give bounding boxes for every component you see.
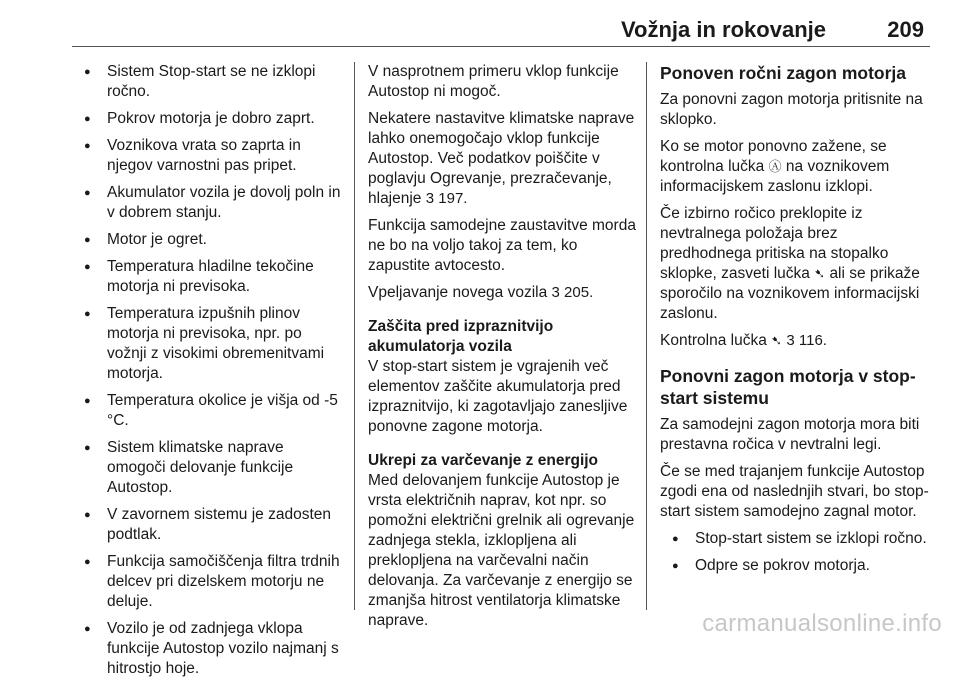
list-item: ● Vozilo je od zadnjega vklopa funkcije Autostop vozilo najmanj s hitrostjo hoje. [84,619,344,679]
subheading-energy-saving: Ukrepi za varčevanje z energijo [368,452,599,469]
paragraph-text: Vpeljavanje novega vozila [368,284,548,301]
paragraph-text: Če izbirno ročico preklopite iz nevtralnega položaja brez predhodnega pritiska na stopalko sklopke, zasveti lučka [660,205,889,282]
section-heading-auto-restart: Ponovni zagon motorja v stop-start sistemu [660,366,916,408]
restart-conditions-list [672,529,930,576]
list-item: ● Odpre se pokrov motorja. [672,556,930,576]
engine-lamp-icon: ➷ [814,266,826,281]
paragraph: Funkcija samodejne zaustavitve morda ne bo na voljo takoj za tem, ko zapustite avtocesto. [368,217,636,274]
paragraph: V stop-start sistem je vgrajenih več elementov zaščite akumulatorja pred izpraznitvijo, ki zagotavljajo zanesljive ponovne zagone motorja. [368,358,628,435]
paragraph [660,137,930,197]
paragraph [368,283,638,303]
page-reference-link[interactable]: 3 116. [786,332,827,349]
paragraph-text: Ko se motor ponovno zažene, se kontrolna lučka [660,138,887,175]
column-divider-2 [646,62,647,610]
condition-list [84,62,344,679]
list-item: ● Temperatura okolice je višja od -5 °C. [84,391,344,431]
paragraph [368,109,638,209]
column-2 [368,62,638,638]
column-3 [660,62,930,583]
page-reference-link[interactable]: 3 197. [425,190,468,207]
list-item: ● Temperatura hladilne tekočine motorja ni previsoka. [84,257,344,297]
page-number: 209 [887,17,924,42]
list-item: ● Funkcija samočiščenja filtra trdnih delcev pri dizelskem motorju ne deluje. [84,552,344,612]
section-heading-manual-restart: Ponoven ročni zagon motorja [660,63,906,83]
paragraph: Če se med trajanjem funkcije Autostop zgodi ena od naslednjih stvari, bo stop-start sistem samodejno zagnal motor. [660,463,929,520]
paragraph: Za samodejni zagon motorja mora biti prestavna ročica v nevtralni legi. [660,416,920,453]
paragraph [660,204,930,324]
list-item: ● Stop-start sistem se izklopi ročno. [672,529,930,549]
list-item: ● Sistem Stop-start se ne izklopi ročno. [84,62,344,102]
list-item: ● Pokrov motorja je dobro zaprt. [84,109,344,129]
paragraph: Za ponovni zagon motorja pritisnite na sklopko. [660,91,923,128]
list-item: ● Voznikova vrata so zaprta in njegov varnostni pas pripet. [84,136,344,176]
paragraph-text: na voznikovem informacijskem zaslonu izklopi. [660,158,890,195]
page-header [72,0,930,47]
watermark: carmanualsonline.info [702,610,942,637]
list-item: ● Akumulator vozila je dovolj poln in v dobrem stanju. [84,183,344,223]
subheading-battery-protection: Zaščita pred izpraznitvijo akumulatorja vozila [368,318,554,355]
paragraph-text: Nekatere nastavitve klimatske naprave lahko onemogočajo vklop funkcije Autostop. Več podatkov poiščite v poglavju Ogrevanje, prezračevanje, hlajenje [368,110,635,207]
paragraph [660,331,930,351]
paragraph: Med delovanjem funkcije Autostop je vrsta električnih naprav, kot npr. so pomožni električni grelnik ali ogrevanje zadnjega stekla, izklopljena ali preklopljena na varčevalni način delovanja. Za varčevanje z energijo se zmanjša hitrost ventilatorja klimatske naprave. [368,472,635,629]
page-reference-link[interactable]: 3 205. [551,284,594,301]
paragraph: V nasprotnem primeru vklop funkcije Autostop ni mogoč. [368,63,619,100]
engine-lamp-icon: ➷ [771,333,783,348]
list-item: ● Sistem klimatske naprave omogoči delovanje funkcije Autostop. [84,438,344,498]
paragraph-text: Kontrolna lučka [660,332,767,349]
list-item: ● Temperatura izpušnih plinov motorja ni previsoka, npr. po vožnji z visokimi obremenitvami motorja. [84,304,344,384]
column-1 [84,62,344,686]
list-item: ● V zavornem sistemu je zadosten podtlak. [84,505,344,545]
list-item: ● Motor je ogret. [84,230,344,250]
page-title: Vožnja in rokovanje [621,17,826,42]
autostop-lamp-icon: Ⓐ [768,159,782,174]
column-divider-1 [354,62,355,610]
paragraph-text: ali se prikaže sporočilo na voznikovem informacijski zaslonu. [660,265,920,322]
